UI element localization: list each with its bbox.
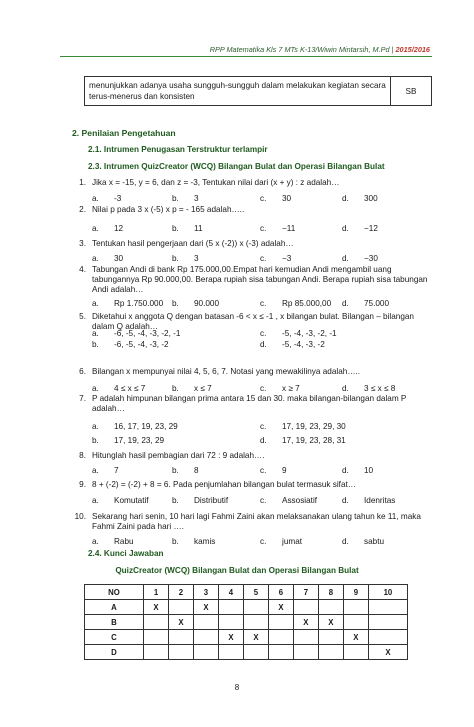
answer-key-cell [243, 615, 268, 630]
header-rule [60, 56, 432, 57]
answer-option [342, 224, 378, 233]
answer-key-column-header: 4 [218, 585, 243, 600]
page-header: RPP Matematika Kls 7 MTs K-13/Wiwin Mintarsih, M.Pd | 2015/2016 [209, 45, 430, 54]
option-value: sabtu [364, 537, 385, 546]
question-item [72, 512, 432, 532]
answer-key-cell [268, 615, 293, 630]
answer-key-cell [168, 600, 193, 615]
answer-key-option-label: C [85, 630, 144, 645]
answer-key-cell [218, 645, 243, 660]
answer-key-column-header: NO [85, 585, 144, 600]
question-text: Tentukan hasil pengerjaan dari (5 x (-2)) x (-3) adalah… [92, 239, 294, 248]
option-value: x ≥ 7 [282, 384, 300, 393]
answer-key-cell [343, 615, 368, 630]
answer-option [342, 194, 378, 203]
question-text: Sekarang hari senin, 10 hari lagi Fahmi Zaini akan melaksanakan ulang tahun ke 11, maka Fahmi Zaini pada hari …. [92, 512, 421, 531]
answer-key-cell [293, 630, 318, 645]
option-value: -5, -4, -3, -2, -1 [282, 329, 337, 338]
option-letter: d. [260, 436, 267, 445]
answer-key-column-header: 2 [168, 585, 193, 600]
question-item [72, 480, 432, 490]
answer-key-cell [343, 600, 368, 615]
option-value: Rabu [114, 537, 134, 546]
answer-option [260, 329, 337, 338]
option-letter: d. [342, 384, 349, 393]
option-value: -6, -5, -4, -3, -2 [114, 340, 169, 349]
section-heading: 2. Penilaian Pengetahuan [72, 128, 176, 138]
option-letter: a. [92, 299, 99, 308]
question-text: 8 + (-2) = (-2) + 8 = 6. Pada penjumlahan bilangan bulat termasuk sifat… [92, 480, 356, 489]
answer-key-cell [318, 645, 343, 660]
option-value: 17, 19, 23, 29, 30 [282, 422, 346, 431]
answer-key-cell: X [144, 600, 169, 615]
answer-option [260, 340, 325, 349]
option-value: Distributif [194, 496, 229, 505]
question-number: 9. [79, 480, 86, 489]
option-value: 8 [194, 466, 199, 475]
answer-key-cell: X [293, 615, 318, 630]
option-letter: b. [92, 436, 99, 445]
option-value: kamis [194, 537, 216, 546]
option-value: 30 [114, 254, 124, 263]
answer-option [342, 537, 384, 546]
answer-key-row [85, 630, 408, 645]
answer-option [260, 422, 346, 431]
answer-key-cell [218, 600, 243, 615]
answer-key-cell: X [218, 630, 243, 645]
question-number: 1. [79, 178, 86, 187]
question-item [72, 451, 432, 461]
option-value: 300 [364, 194, 378, 203]
header-year: 2015/2016 [395, 45, 430, 54]
option-value: Komutatif [114, 496, 149, 505]
option-letter: a. [92, 496, 99, 505]
option-letter: b. [172, 384, 179, 393]
answer-key-table [84, 584, 408, 660]
option-letter: c. [260, 537, 267, 546]
option-value: −11 [282, 224, 296, 233]
option-value: x ≤ 7 [194, 384, 212, 393]
answer-key-cell [343, 645, 368, 660]
answer-key-cell: X [268, 600, 293, 615]
answer-key-cell [368, 630, 407, 645]
answer-option [260, 436, 346, 445]
option-letter: d. [342, 466, 349, 475]
answer-key-column-header: 5 [243, 585, 268, 600]
answer-key-cell [168, 630, 193, 645]
answer-key-column-header: 1 [144, 585, 169, 600]
answer-key-cell [293, 645, 318, 660]
option-value: 3 [194, 194, 199, 203]
option-letter: d. [260, 340, 267, 349]
option-letter: c. [260, 329, 267, 338]
option-letter: c. [260, 384, 267, 393]
option-value: 10 [364, 466, 374, 475]
option-letter: b. [172, 224, 179, 233]
option-letter: b. [172, 496, 179, 505]
answer-key-cell [168, 645, 193, 660]
question-item [72, 367, 432, 377]
answer-key-column-header: 3 [193, 585, 218, 600]
option-value: 16, 17, 19, 23, 29 [114, 422, 178, 431]
answer-key-header-row [85, 585, 408, 600]
answer-key-cell [243, 600, 268, 615]
attitude-table-row [84, 76, 432, 106]
option-letter: c. [260, 496, 267, 505]
answer-key-cell [318, 630, 343, 645]
question-number: 10. [74, 512, 86, 521]
option-value: −12 [364, 224, 378, 233]
question-text: Bilangan x mempunyai nilai 4, 5, 6, 7. Notasi yang mewakilinya adalah….. [92, 367, 361, 376]
answer-option [342, 496, 395, 505]
answer-key-cell [268, 630, 293, 645]
answer-key-cell: X [168, 615, 193, 630]
answer-key-cell [268, 645, 293, 660]
option-letter: c. [260, 466, 267, 475]
option-letter: a. [92, 194, 99, 203]
question-text: Tabungan Andi di bank Rp 175.000,00.Empat hari kemudian Andi mengambil uang tabungannya Rp 90.000,00. Berapa rupiah sisa tabungan Andi. Berapa rupiah sisa tabungan Andi adalah… [92, 265, 428, 294]
answer-key-cell: X [368, 645, 407, 660]
option-letter: a. [92, 537, 99, 546]
question-text: Hitunglah hasil pembagian dari 72 : 9 adalah…. [92, 451, 265, 460]
option-letter: b. [92, 340, 99, 349]
answer-option [342, 254, 378, 263]
option-value: 7 [114, 466, 119, 475]
option-value: 9 [282, 466, 287, 475]
option-letter: c. [260, 194, 267, 203]
option-letter: d. [342, 224, 349, 233]
option-letter: c. [260, 299, 267, 308]
option-value: 17, 19, 23, 29 [114, 436, 165, 445]
question-item [72, 394, 432, 414]
header-title: RPP Matematika Kls 7 MTs K-13/Wiwin Mintarsih, M.Pd [209, 45, 390, 54]
question-number: 3. [79, 239, 86, 248]
option-letter: a. [92, 329, 99, 338]
answer-key-cell [144, 630, 169, 645]
option-value: jumat [282, 537, 303, 546]
option-letter: b. [172, 466, 179, 475]
answer-key-cell [193, 645, 218, 660]
attitude-score: SB [405, 86, 417, 96]
option-letter: d. [342, 537, 349, 546]
option-letter: c. [260, 254, 267, 263]
option-letter: d. [342, 496, 349, 505]
option-letter: d. [342, 254, 349, 263]
option-value: Assosiatif [282, 496, 318, 505]
question-item [72, 205, 432, 215]
answer-key-cell [243, 645, 268, 660]
option-value: 4 ≤ x ≤ 7 [114, 384, 146, 393]
option-value: Rp 85.000,00 [282, 299, 332, 308]
answer-option [342, 384, 395, 393]
option-letter: d. [342, 194, 349, 203]
answer-key-cell [368, 600, 407, 615]
option-letter: a. [92, 254, 99, 263]
option-value: 90.000 [194, 299, 220, 308]
page-number: 8 [234, 683, 240, 692]
option-value: 3 [194, 254, 199, 263]
question-number: 4. [79, 265, 86, 274]
option-letter: c. [260, 422, 267, 431]
answer-key-cell [144, 645, 169, 660]
option-value: 11 [194, 224, 203, 233]
answer-key-cell: X [193, 600, 218, 615]
option-letter: b. [172, 194, 179, 203]
answer-key-cell [193, 615, 218, 630]
option-value: −3 [282, 254, 292, 263]
option-value: 12 [114, 224, 124, 233]
answer-key-title: QuizCreator (WCQ) Bilangan Bulat dan Operasi Bilangan Bulat [115, 566, 359, 575]
answer-key-row [85, 645, 408, 660]
answer-key-column-header: 7 [293, 585, 318, 600]
question-text: Nilai p pada 3 x (-5) x p = - 165 adalah….. [92, 205, 245, 214]
question-number: 6. [79, 367, 86, 376]
answer-key-column-header: 9 [343, 585, 368, 600]
question-number: 2. [79, 205, 86, 214]
answer-key-option-label: D [85, 645, 144, 660]
answer-key-cell [144, 615, 169, 630]
answer-key-row [85, 615, 408, 630]
answer-key-cell [368, 615, 407, 630]
option-letter: d. [342, 299, 349, 308]
option-letter: a. [92, 384, 99, 393]
answer-key-option-label: A [85, 600, 144, 615]
question-number: 5. [79, 312, 86, 321]
answer-key-option-label: B [85, 615, 144, 630]
subsection-assignment: 2.1. Intrumen Penugasan Terstruktur terlampir [88, 145, 268, 154]
question-number: 7. [79, 394, 86, 403]
option-value: 17, 19, 23, 28, 31 [282, 436, 346, 445]
answer-key-cell [218, 615, 243, 630]
option-letter: a. [92, 466, 99, 475]
option-letter: a. [92, 224, 99, 233]
option-value: -5, -4, -3, -2 [282, 340, 325, 349]
option-value: 30 [282, 194, 292, 203]
option-value: 3 ≤ x ≤ 8 [364, 384, 396, 393]
option-value: -3 [114, 194, 122, 203]
question-item [72, 265, 432, 295]
option-letter: b. [172, 299, 179, 308]
option-value: 75.000 [364, 299, 390, 308]
attitude-description: menunjukkan adanya usaha sungguh-sungguh dalam melakukan kegiatan secara terus-menerus dan konsisten [85, 77, 391, 105]
question-number: 8. [79, 451, 86, 460]
question-item [72, 178, 432, 188]
answer-key-column-header: 6 [268, 585, 293, 600]
option-value: Idenritas [364, 496, 396, 505]
answer-key-column-header: 10 [368, 585, 407, 600]
answer-key-cell: X [343, 630, 368, 645]
answer-key-row [85, 600, 408, 615]
answer-key-heading: 2.4. Kunci Jawaban [88, 549, 164, 558]
option-value: Rp 1.750.000 [114, 299, 164, 308]
answer-key-cell [193, 630, 218, 645]
subsection-quiz: 2.3. Intrumen QuizCreator (WCQ) Bilangan Bulat dan Operasi Bilangan Bulat [88, 162, 385, 171]
option-value: -6, -5, -4, -3, -2, -1 [114, 329, 181, 338]
option-letter: a. [92, 422, 99, 431]
option-letter: c. [260, 224, 267, 233]
answer-option [342, 299, 389, 308]
answer-option [342, 466, 373, 475]
answer-key-cell [318, 600, 343, 615]
option-letter: b. [172, 537, 179, 546]
option-letter: b. [172, 254, 179, 263]
question-item [72, 239, 432, 249]
question-text: P adalah himpunan bilangan prima antara 15 dan 30. maka bilangan-bilangan dalam P adalah… [92, 394, 407, 413]
question-text: Jika x = -15, y = 6, dan z = -3, Tentukan nilai dari (x + y) : z adalah… [92, 178, 340, 187]
question-text: Diketahui x anggota Q dengan batasan -6 < x ≤ -1 , x bilangan bulat. Bilangan – bilangan dalam Q adalah… [92, 312, 414, 331]
answer-key-cell: X [318, 615, 343, 630]
answer-key-column-header: 8 [318, 585, 343, 600]
option-value: −30 [364, 254, 378, 263]
answer-key-cell: X [243, 630, 268, 645]
answer-key-cell [293, 600, 318, 615]
